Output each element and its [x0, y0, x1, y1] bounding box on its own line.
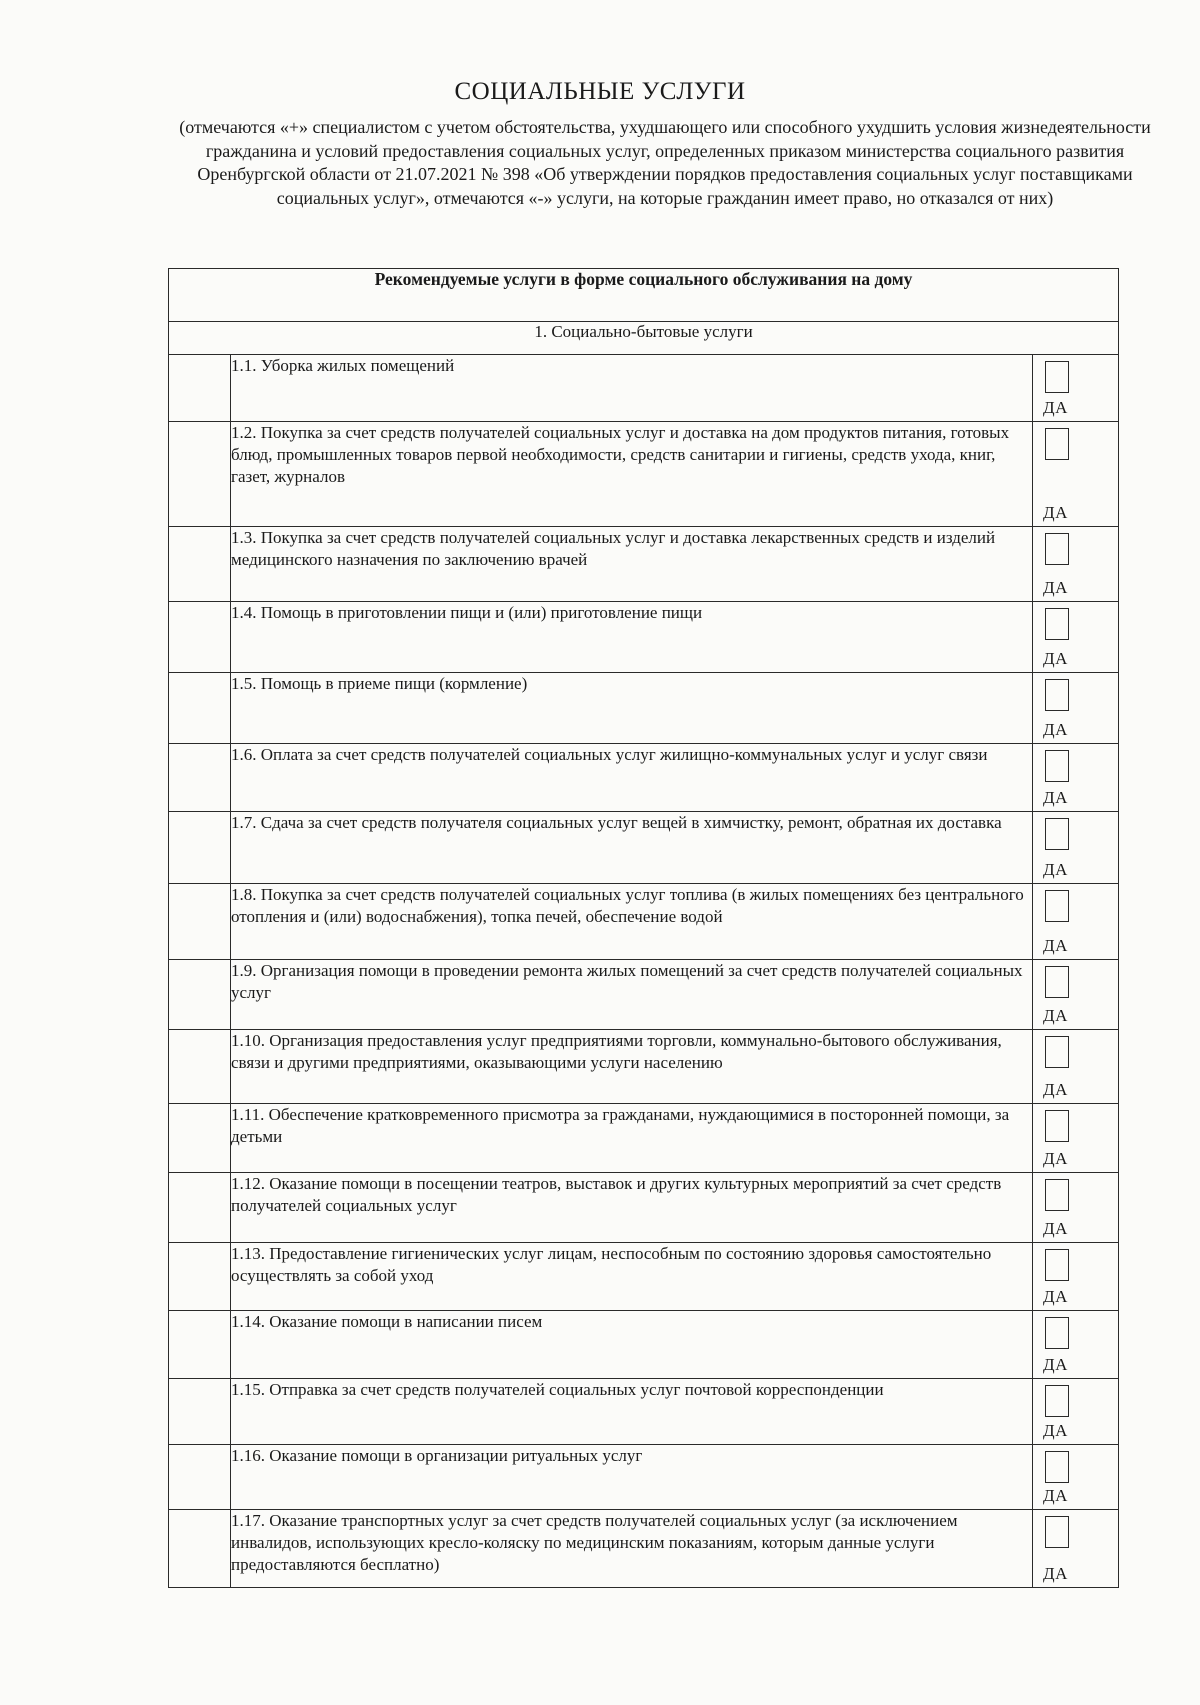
service-text: 1.5. Помощь в приеме пищи (кормление) — [231, 673, 1033, 744]
row-margin-cell — [169, 1311, 231, 1379]
checkbox-cell — [1033, 422, 1119, 527]
section-row — [169, 322, 1119, 355]
yes-label: ДА — [1043, 1080, 1068, 1099]
row-margin-cell — [169, 744, 231, 812]
service-checkbox[interactable] — [1045, 1451, 1069, 1483]
yes-label: ДА — [1043, 649, 1068, 668]
service-checkbox[interactable] — [1045, 533, 1069, 565]
table-row — [169, 812, 1119, 884]
row-margin-cell — [169, 884, 231, 960]
yes-label: ДА — [1043, 1564, 1068, 1583]
checkbox-cell — [1033, 1173, 1119, 1243]
yes-label: ДА — [1043, 398, 1068, 417]
row-margin-cell — [169, 1445, 231, 1510]
table-row — [169, 1173, 1119, 1243]
row-margin-cell — [169, 1379, 231, 1445]
service-text: 1.14. Оказание помощи в написании писем — [231, 1311, 1033, 1379]
table-row — [169, 1030, 1119, 1104]
service-checkbox[interactable] — [1045, 679, 1069, 711]
table-row — [169, 960, 1119, 1030]
service-checkbox[interactable] — [1045, 966, 1069, 998]
checkbox-cell — [1033, 812, 1119, 884]
service-text: 1.9. Организация помощи в проведении ремонта жилых помещений за счет средств получателей социальных услуг — [231, 960, 1033, 1030]
service-checkbox[interactable] — [1045, 1036, 1069, 1068]
service-checkbox[interactable] — [1045, 361, 1069, 393]
checkbox-cell — [1033, 527, 1119, 602]
service-text: 1.13. Предоставление гигиенических услуг лицам, неспособным по состоянию здоровья самостоятельно осуществлять за собой уход — [231, 1243, 1033, 1311]
row-margin-cell — [169, 527, 231, 602]
service-checkbox[interactable] — [1045, 1516, 1069, 1548]
yes-label: ДА — [1043, 1486, 1068, 1505]
yes-label: ДА — [1043, 860, 1068, 879]
service-text: 1.1. Уборка жилых помещений — [231, 355, 1033, 422]
service-text: 1.6. Оплата за счет средств получателей социальных услуг жилищно-коммунальных услуг и услуг связи — [231, 744, 1033, 812]
row-margin-cell — [169, 960, 231, 1030]
checkbox-cell — [1033, 1104, 1119, 1173]
row-margin-cell — [169, 812, 231, 884]
row-margin-cell — [169, 355, 231, 422]
checkbox-cell — [1033, 1311, 1119, 1379]
checkbox-cell — [1033, 744, 1119, 812]
service-checkbox[interactable] — [1045, 890, 1069, 922]
checkbox-cell — [1033, 602, 1119, 673]
service-text: 1.2. Покупка за счет средств получателей социальных услуг и доставка на дом продуктов питания, готовых блюд, промышленных товаров первой необходимости, средств санитарии и гигиены, средств ухода, книг, газет, журналов — [231, 422, 1033, 527]
table-row — [169, 1379, 1119, 1445]
service-text: 1.7. Сдача за счет средств получателя социальных услуг вещей в химчистку, ремонт, обратная их доставка — [231, 812, 1033, 884]
checkbox-cell — [1033, 1510, 1119, 1588]
yes-label: ДА — [1043, 1149, 1068, 1168]
service-checkbox[interactable] — [1045, 818, 1069, 850]
yes-label: ДА — [1043, 788, 1068, 807]
row-margin-cell — [169, 1510, 231, 1588]
yes-label: ДА — [1043, 1006, 1068, 1025]
yes-label: ДА — [1043, 1287, 1068, 1306]
row-margin-cell — [169, 1243, 231, 1311]
row-margin-cell — [169, 422, 231, 527]
yes-label: ДА — [1043, 1421, 1068, 1440]
page-title: СОЦИАЛЬНЫЕ УСЛУГИ — [454, 78, 746, 105]
row-margin-cell — [169, 602, 231, 673]
service-checkbox[interactable] — [1045, 428, 1069, 460]
service-text: 1.16. Оказание помощи в организации ритуальных услуг — [231, 1445, 1033, 1510]
service-text: 1.4. Помощь в приготовлении пищи и (или) приготовление пищи — [231, 602, 1033, 673]
checkbox-cell — [1033, 1243, 1119, 1311]
table-row — [169, 1510, 1119, 1588]
section-title: 1. Социально-бытовые услуги — [169, 322, 1119, 355]
page-subtitle: (отмечаются «+» специалистом с учетом обстоятельства, ухудшающего или способного ухудшить условия жизнедеятельности гражданина и условий предоставления социальных услуг, определенных приказом министерства социального развития Оренбургской области от 21.07.2021 № 398 «Об утверждении порядков предоставления социальных услуг поставщиками социальных услуг», отмечаются «-» услуги, на которые гражданин имеет право, но отказался от них) — [179, 117, 1151, 208]
services-table — [168, 268, 1119, 1588]
table-row — [169, 744, 1119, 812]
checkbox-cell — [1033, 884, 1119, 960]
table-row — [169, 884, 1119, 960]
table-heading: Рекомендуемые услуги в форме социального обслуживания на дому — [169, 269, 1119, 322]
service-text: 1.15. Отправка за счет средств получателей социальных услуг почтовой корреспонденции — [231, 1379, 1033, 1445]
table-row — [169, 1104, 1119, 1173]
service-text: 1.8. Покупка за счет средств получателей социальных услуг топлива (в жилых помещениях без центрального отопления и (или) водоснабжения), топка печей, обеспечение водой — [231, 884, 1033, 960]
yes-label: ДА — [1043, 1355, 1068, 1374]
table-row — [169, 1445, 1119, 1510]
row-margin-cell — [169, 1173, 231, 1243]
row-margin-cell — [169, 1104, 231, 1173]
checkbox-cell — [1033, 1379, 1119, 1445]
service-checkbox[interactable] — [1045, 1179, 1069, 1211]
table-row — [169, 527, 1119, 602]
checkbox-cell — [1033, 1030, 1119, 1104]
table-row — [169, 422, 1119, 527]
service-text: 1.3. Покупка за счет средств получателей социальных услуг и доставка лекарственных средств и изделий медицинского назначения по заключению врачей — [231, 527, 1033, 602]
yes-label: ДА — [1043, 720, 1068, 739]
table-heading-row — [169, 269, 1119, 322]
table-row — [169, 1311, 1119, 1379]
service-checkbox[interactable] — [1045, 1317, 1069, 1349]
yes-label: ДА — [1043, 936, 1068, 955]
checkbox-cell — [1033, 960, 1119, 1030]
service-checkbox[interactable] — [1045, 1249, 1069, 1281]
checkbox-cell — [1033, 355, 1119, 422]
service-checkbox[interactable] — [1045, 750, 1069, 782]
yes-label: ДА — [1043, 1219, 1068, 1238]
table-row — [169, 673, 1119, 744]
row-margin-cell — [169, 1030, 231, 1104]
service-checkbox[interactable] — [1045, 608, 1069, 640]
service-text: 1.17. Оказание транспортных услуг за счет средств получателей социальных услуг (за исключением инвалидов, использующих кресло-коляску по медицинским показаниям, которым данные услуги предоставляются бесплатно) — [231, 1510, 1033, 1588]
checkbox-cell — [1033, 1445, 1119, 1510]
yes-label: ДА — [1043, 578, 1068, 597]
service-checkbox[interactable] — [1045, 1385, 1069, 1417]
service-checkbox[interactable] — [1045, 1110, 1069, 1142]
service-text: 1.11. Обеспечение кратковременного присмотра за гражданами, нуждающимися в посторонней помощи, за детьми — [231, 1104, 1033, 1173]
checkbox-cell — [1033, 673, 1119, 744]
table-row — [169, 355, 1119, 422]
row-margin-cell — [169, 673, 231, 744]
table-row — [169, 602, 1119, 673]
table-row — [169, 1243, 1119, 1311]
service-text: 1.10. Организация предоставления услуг предприятиями торговли, коммунально-бытового обслуживания, связи и другими предприятиями, оказывающими услуги населению — [231, 1030, 1033, 1104]
yes-label: ДА — [1043, 503, 1068, 522]
service-text: 1.12. Оказание помощи в посещении театров, выставок и других культурных мероприятий за счет средств получателей социальных услуг — [231, 1173, 1033, 1243]
